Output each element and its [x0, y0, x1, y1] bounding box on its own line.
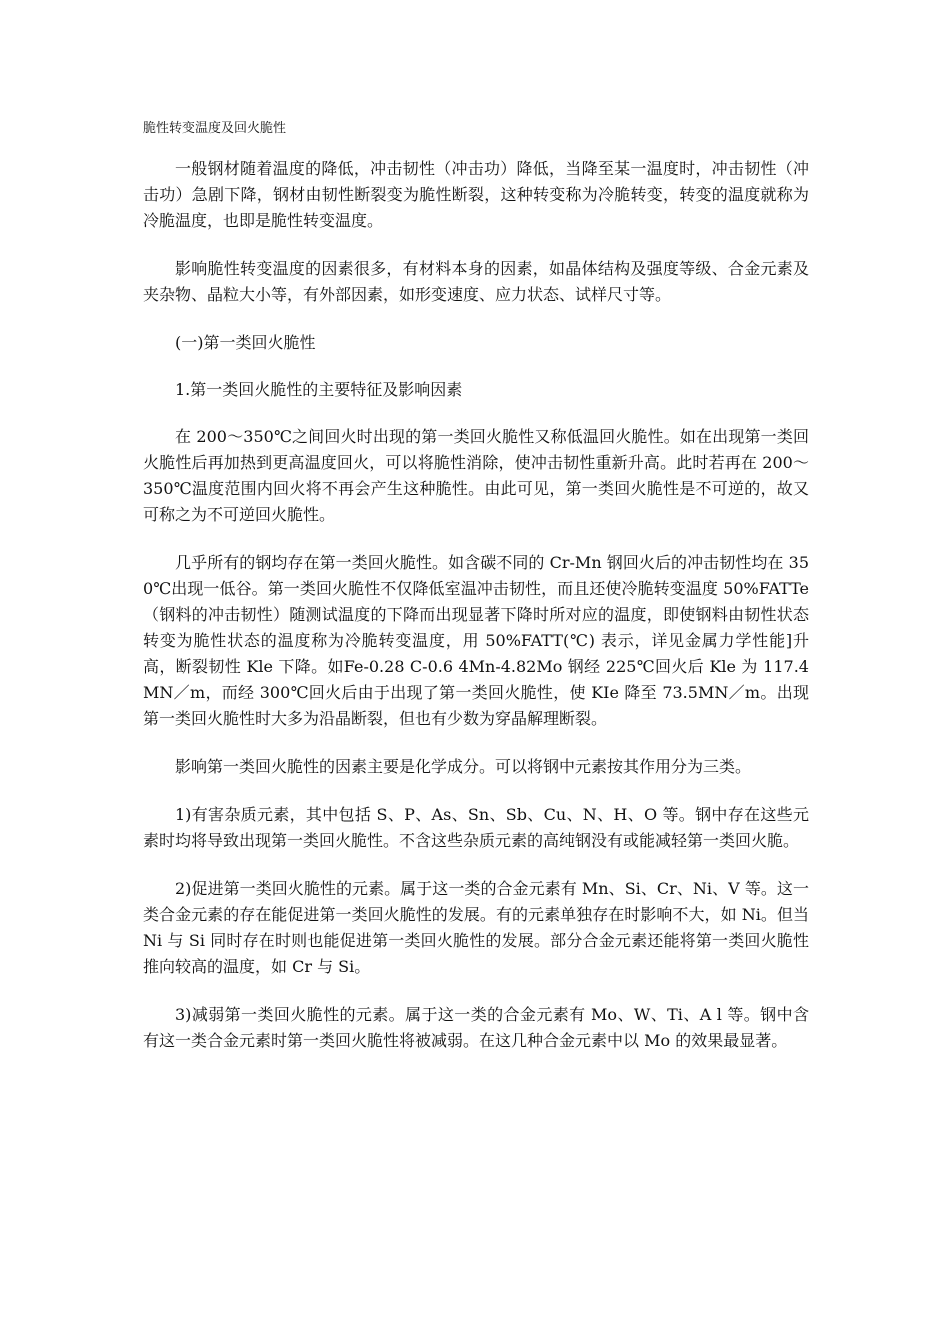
paragraph-cr-mn-steel-example: 几乎所有的钢均存在第一类回火脆性。如含碳不同的 Cr-Mn 钢回火后的冲击韧性均在 350℃出现一低谷。第一类回火脆性不仅降低室温冲击韧性，而且还使冷脆转变温度 50%FATTe（钢料的冲击韧性）随测试温度的下降而出现显著下降时所对应的温度，即使钢料由韧性状态转变为脆性状态的温度称为冷脆转变温度，用 50%FATT(℃) 表示，详见金属力学性能]升高，断裂韧性 Kle 下降。如Fe-0.28 C-0.6 4Mn-4.82Mo 钢经 225℃回火后 Kle 为 117.4MN／m，而经 300℃回火后由于出现了第一类回火脆性，使 KIe 降至 73.5MN／m。出现第一类回火脆性时大多为沿晶断裂，但也有少数为穿晶解理断裂。 — [143, 553, 809, 728]
paragraph-influencing-factors: 影响脆性转变温度的因素很多，有材料本身的因素，如晶体结构及强度等级、合金元素及夹杂物、晶粒大小等，有外部因素，如形变速度、应力状态、试样尺寸等。 — [143, 259, 809, 304]
subsection-heading-main-features: 1.第一类回火脆性的主要特征及影响因素 — [175, 380, 463, 399]
document-title: 脆性转变温度及回火脆性 — [143, 121, 287, 136]
list-item-reducing-elements: 3)减弱第一类回火脆性的元素。属于这一类的合金元素有 Mo、W、Ti、A l 等。钢中含有这一类合金元素时第一类回火脆性将被减弱。在这几种合金元素中以 Mo 的效果最显著。 — [143, 1005, 809, 1050]
document-body — [143, 118, 809, 1076]
section-heading-first-temper-brittleness: (一)第一类回火脆性 — [175, 333, 316, 352]
paragraph-cold-brittle-definition: 一般钢材随着温度的降低，冲击韧性（冲击功）降低，当降至某一温度时，冲击韧性（冲击功）急剧下降，钢材由韧性断裂变为脆性断裂，这种转变称为冷脆转变，转变的温度就称为冷脆温度，也即是脆性转变温度。 — [143, 159, 809, 230]
list-item-harmful-impurities: 1)有害杂质元素，其中包括 S、P、As、Sn、Sb、Cu、N、H、O 等。钢中存在这些元素时均将导致出现第一类回火脆性。不含这些杂质元素的高纯钢没有或能减轻第一类回火脆。 — [143, 805, 809, 850]
list-item-promoting-elements: 2)促进第一类回火脆性的元素。属于这一类的合金元素有 Mn、Si、Cr、Ni、V 等。这一类合金元素的存在能促进第一类回火脆性的发展。有的元素单独存在时影响不大，如 Ni。但当 Ni 与 Si 同时存在时则也能促进第一类回火脆性的发展。部分合金元素还能将第一类回火脆性推向较高的温度，如 Cr 与 Si。 — [143, 879, 809, 976]
paragraph-low-temperature-temper-brittleness: 在 200～350℃之间回火时出现的第一类回火脆性又称低温回火脆性。如在出现第一类回火脆性后再加热到更高温度回火，可以将脆性消除，使冲击韧性重新升高。此时若再在 200～350℃温度范围内回火将不再会产生这种脆性。由此可见，第一类回火脆性是不可逆的，故又可称之为不可逆回火脆性。 — [143, 427, 809, 524]
paragraph-chemical-composition: 影响第一类回火脆性的因素主要是化学成分。可以将钢中元素按其作用分为三类。 — [175, 757, 752, 776]
